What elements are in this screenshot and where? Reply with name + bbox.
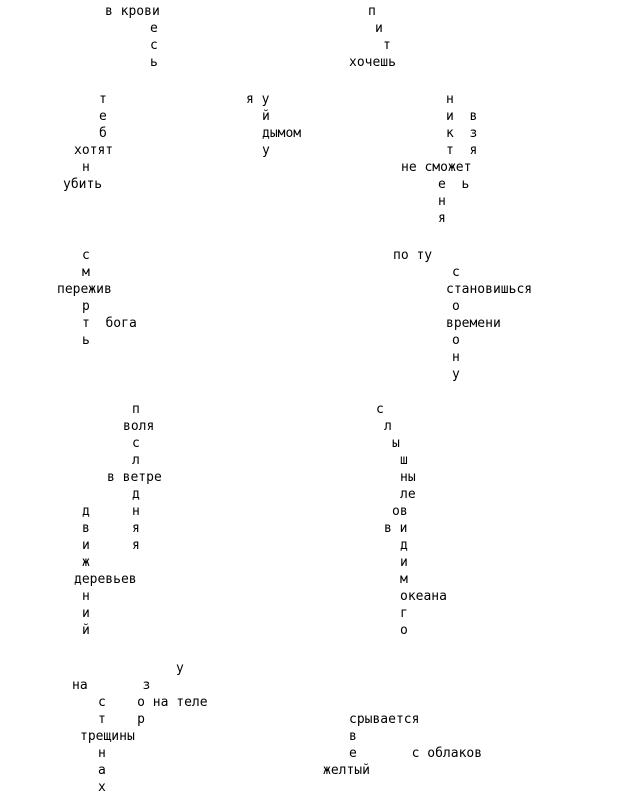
poem-word: срывается	[349, 712, 420, 727]
poem-letter: с	[452, 265, 460, 280]
poem-letter: в и	[384, 521, 408, 536]
poem-letter: т	[383, 38, 391, 53]
poem-letter: в	[349, 729, 357, 744]
poem-word: е с облаков	[349, 746, 483, 761]
poem-letter: ны	[400, 470, 416, 485]
poem-letter: н	[82, 160, 90, 175]
poem-letter: т	[99, 92, 107, 107]
poem-letter: н	[98, 746, 106, 761]
poem-word: желтый	[323, 763, 370, 778]
poem-letter: д	[400, 538, 408, 553]
poem-letter: я	[132, 538, 140, 553]
poem-word: трещины	[80, 729, 135, 744]
poem-word: на з	[72, 678, 151, 693]
poem-letter: л	[132, 453, 140, 468]
poem-letter: л	[384, 419, 392, 434]
poem-word: дымом	[262, 126, 302, 141]
poem-letter: с	[132, 436, 140, 451]
poem-letter: в	[82, 521, 90, 536]
poem-letter: ш	[400, 453, 408, 468]
poem-word: я у	[246, 92, 270, 107]
poem-letter: г	[400, 606, 408, 621]
poem-letter: с	[150, 38, 158, 53]
poem-letter: ь	[150, 55, 158, 70]
poem-word: по ту	[393, 248, 433, 263]
poem-word: в ветре	[107, 470, 162, 485]
poem-letter: е ь	[438, 177, 470, 192]
poem-letter: о	[452, 299, 460, 314]
poem-letter: у	[176, 661, 184, 676]
poem-letter: ж	[82, 555, 90, 570]
poem-letter: к з	[446, 126, 478, 141]
poem-word: деревьев	[74, 572, 137, 587]
poem-letter: и	[375, 21, 383, 36]
poem-word: т бога	[82, 316, 137, 331]
poem-letter: ь	[82, 333, 90, 348]
poem-letter: й	[82, 623, 90, 638]
poem-letter: ы	[392, 436, 400, 451]
poem-letter: с	[82, 248, 90, 263]
poem-letter: о	[400, 623, 408, 638]
poem-letter: и	[82, 606, 90, 621]
poem-letter: н	[132, 504, 140, 519]
poem-letter: у	[452, 367, 460, 382]
poem-letter: и в	[446, 109, 478, 124]
poem-letter: т я	[446, 143, 478, 158]
poem-letter: ов	[392, 504, 408, 519]
poem-word: не сможет	[401, 160, 472, 175]
poem-letter: п	[132, 402, 140, 417]
poem-word: с о на теле	[98, 695, 208, 710]
poem-letter: с	[376, 402, 384, 417]
poem-word: хочешь	[349, 55, 396, 70]
poem-letter: п	[368, 4, 376, 19]
poem-letter: н	[452, 350, 460, 365]
poem-letter: е	[99, 109, 107, 124]
poem-word: пережив	[57, 282, 112, 297]
poem-letter: и	[400, 555, 408, 570]
poem-letter: р	[82, 299, 90, 314]
poem-letter: м	[400, 572, 408, 587]
poem-letter: б	[99, 126, 107, 141]
poem-letter: й	[262, 109, 270, 124]
poem-letter: н	[446, 92, 454, 107]
poem-word: океана	[400, 589, 447, 604]
poem-letter: я	[132, 521, 140, 536]
poem-word: т р	[98, 712, 145, 727]
poem-letter: д	[82, 504, 90, 519]
poem-word: времени	[446, 316, 501, 331]
poem-letter: х	[98, 780, 106, 795]
poem-word: воля	[123, 419, 155, 434]
poem-letter: я	[438, 211, 446, 226]
poem-letter: м	[82, 265, 90, 280]
poem-letter: и	[82, 538, 90, 553]
poem-letter: д	[132, 487, 140, 502]
poem-letter: н	[82, 589, 90, 604]
poem-letter: о	[452, 333, 460, 348]
poem-letter: е	[150, 21, 158, 36]
poem-letter: у	[262, 143, 270, 158]
poem-letter: н	[438, 194, 446, 209]
poem-word: хотят	[74, 143, 114, 158]
poem-letter: ле	[400, 487, 416, 502]
poem-word: в крови	[105, 4, 160, 19]
poem-word: убить	[63, 177, 103, 192]
poem-word: становишься	[446, 282, 533, 297]
poem-letter: а	[98, 763, 106, 778]
